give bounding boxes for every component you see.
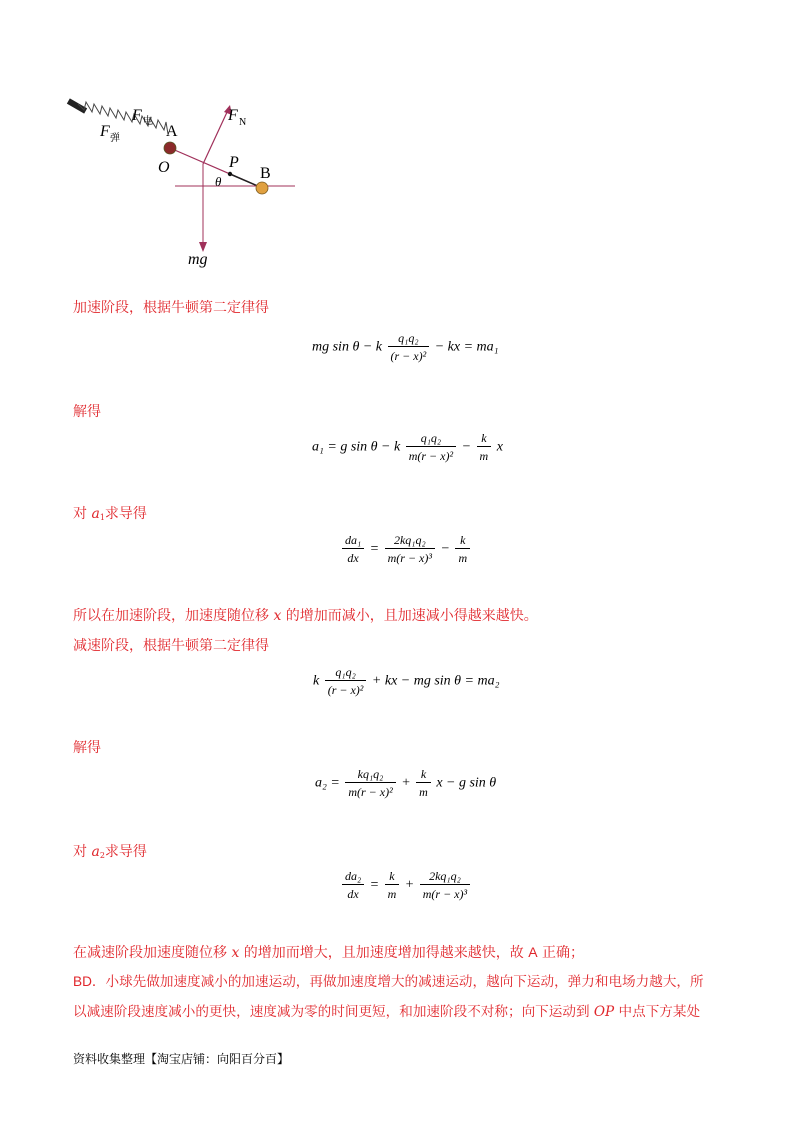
label-b: B [260, 165, 271, 182]
eq2-num2: k [477, 430, 492, 447]
eq6-den3: m(r − x)³ [422, 887, 468, 901]
eq1-rhs: − kx = ma₁ [434, 339, 499, 355]
eq6-fraction-3 [420, 868, 470, 903]
p10-var: OP [593, 1004, 615, 1020]
eq5-den2: m [419, 785, 428, 799]
text-derive-a2 [73, 842, 147, 866]
eq2-den: m(r − x)² [408, 449, 454, 463]
eq2-fraction-1 [406, 430, 456, 465]
label-f-spring: F [100, 123, 110, 140]
eq5-lhs: a₂ = [315, 775, 340, 791]
p9-option: BD [73, 974, 92, 989]
eq1-den: (r − x)² [390, 349, 427, 363]
p7-pre: 对 [73, 844, 92, 860]
label-a: A [166, 123, 178, 140]
eq3-num3: k [455, 532, 470, 549]
ball-b [256, 182, 268, 194]
p3-post: 求导得 [104, 506, 147, 522]
eq4-fraction [325, 664, 367, 699]
fn-line [203, 110, 228, 164]
label-f-elec: F [132, 107, 142, 124]
eq6-num2: k [385, 868, 400, 885]
eq4-num: q₁q₂ [325, 664, 367, 681]
p7-sub: 2 [99, 851, 105, 860]
eq5-num: kq₁q₂ [345, 766, 395, 783]
eq5-fraction-1 [345, 766, 395, 801]
eq5-fraction-2 [416, 766, 431, 801]
eq3-den1: dx [347, 551, 359, 565]
eq6-num3: 2kq₁q₂ [420, 868, 470, 885]
equation-4 [313, 664, 499, 699]
eq3-eq: = [369, 541, 380, 557]
p8-var: x [231, 945, 240, 961]
eq1-num: q₁q₂ [388, 330, 430, 347]
spring [78, 102, 168, 134]
p8-option: A [528, 944, 538, 960]
eq2-den2: m [479, 449, 489, 463]
eq3-fraction-2 [385, 532, 435, 567]
label-mg: mg [188, 251, 208, 268]
eq3-den2: m(r − x)³ [387, 551, 432, 565]
eq5-num2: k [416, 766, 431, 783]
text-accel-stage: 加速阶段，根据牛顿第二定律得 [73, 300, 269, 316]
force-diagram [60, 90, 310, 280]
eq4-rhs: + kx − mg sin θ = ma₂ [371, 673, 500, 689]
label-fn-sub: N [239, 117, 247, 128]
eq6-num1: da₂ [342, 868, 364, 885]
eq4-den: (r − x)² [327, 683, 364, 697]
p4-var: x [273, 608, 282, 624]
p9-text: ．小球先做加速度减小的加速运动，再做加速度增大的减速运动，越向下运动，弹力和电场力越大，所 [91, 974, 704, 990]
ball-a [164, 142, 176, 154]
eq3-den3: m [458, 551, 468, 565]
point-p [228, 172, 232, 176]
eq3-num1: da₁ [342, 532, 364, 549]
text-bd-analysis [73, 972, 704, 992]
eq6-eq: = [369, 877, 380, 893]
p8-mid: 的增加而增大，且加速度增加得越来越快，故 [239, 945, 529, 961]
eq4-lhs: k [313, 673, 320, 689]
label-theta: θ [215, 174, 222, 189]
label-p: P [229, 154, 239, 171]
equation-6 [340, 868, 472, 903]
p4-post: 的增加而减小，且加速减小得越来越快。 [281, 608, 538, 624]
p10-post: 中点下方某处 [614, 1004, 701, 1020]
eq2-rhs: x [496, 439, 503, 455]
eq6-fraction-1 [342, 868, 364, 903]
eq5-rhs: x − g sin θ [436, 775, 497, 791]
text-decel-conclusion [73, 942, 584, 963]
p3-sub: 1 [99, 513, 105, 522]
wall-block [67, 98, 87, 113]
eq5-op: + [401, 775, 411, 791]
footer-source: 资料收集整理【淘宝店铺：向阳百分百】 [73, 1052, 290, 1066]
label-o: O [158, 159, 170, 176]
p4-pre: 所以在加速阶段，加速度随位移 [73, 608, 274, 624]
label-fn: F [228, 107, 238, 124]
eq2-mid: − [461, 439, 472, 455]
eq3-op: − [440, 541, 450, 557]
p7-post: 求导得 [104, 844, 147, 860]
label-spring-sub: 弹 [110, 133, 120, 144]
p7-var: a [91, 844, 100, 860]
p10-pre: 以减速阶段速度减小的更快，速度减为零的时间更短，和加速阶段不对称；向下运动到 [73, 1004, 594, 1020]
equation-2 [312, 430, 503, 465]
text-derive-a1 [73, 504, 147, 528]
text-solve-2: 解得 [73, 740, 101, 756]
eq2-fraction-2 [477, 430, 492, 465]
eq6-den1: dx [347, 887, 359, 901]
eq2-num: q₁q₂ [406, 430, 456, 447]
eq2-lhs: a₁ = g sin θ − k [312, 439, 401, 455]
eq3-num2: 2kq₁q₂ [385, 532, 435, 549]
p3-pre: 对 [73, 506, 92, 522]
equation-5 [315, 766, 496, 801]
eq1-lhs: mg sin θ − k [312, 339, 382, 355]
rod-PB [230, 174, 260, 187]
text-solve-1: 解得 [73, 404, 101, 420]
text-decel-stage: 减速阶段，根据牛顿第二定律得 [73, 638, 269, 654]
eq1-fraction [388, 330, 430, 365]
eq6-op: + [404, 877, 415, 893]
eq5-den: m(r − x)² [348, 785, 393, 799]
equation-3 [340, 532, 472, 567]
p8-pre: 在减速阶段加速度随位移 [73, 945, 232, 961]
p3-var: a [91, 506, 100, 522]
p8-post: 正确； [537, 945, 585, 961]
eq6-den2: m [387, 887, 397, 901]
label-elec-sub: 电 [143, 116, 153, 127]
eq3-fraction-3 [455, 532, 470, 567]
equation-1 [312, 330, 499, 365]
eq6-fraction-2 [385, 868, 400, 903]
text-accel-conclusion [73, 606, 538, 626]
text-bd-analysis-cont [73, 1002, 700, 1022]
eq3-fraction-1 [342, 532, 364, 567]
